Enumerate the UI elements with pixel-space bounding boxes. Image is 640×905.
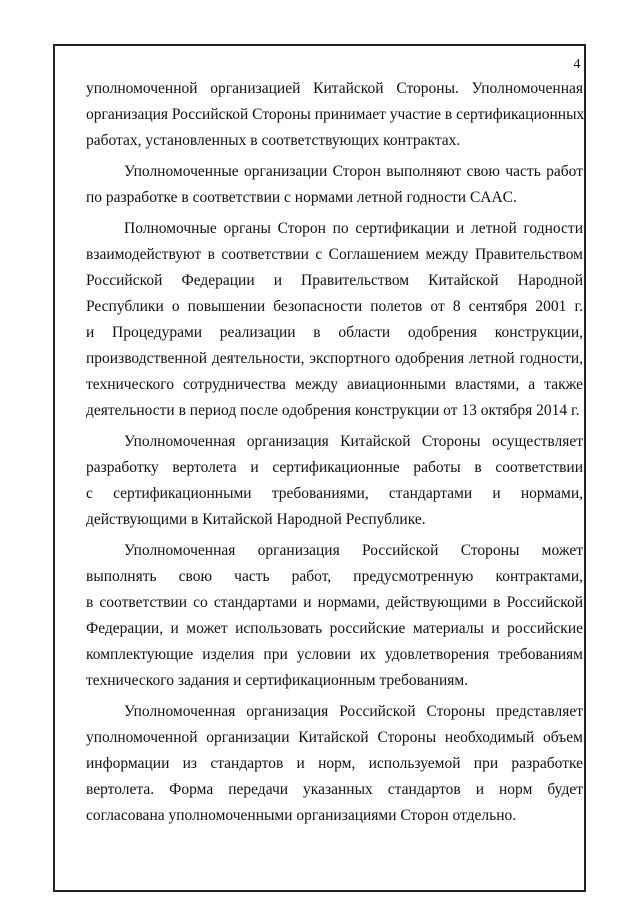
text-line: Уполномоченная организация Российской Стороны может — [124, 542, 583, 559]
text-line: по разработке в соответствии с нормами летной годности CAAC. — [86, 189, 517, 206]
document-body — [86, 76, 583, 834]
paragraph — [86, 699, 583, 829]
text-line: комплектующие изделия при условии их удовлетворения требованиям — [86, 646, 583, 663]
text-line: работах, установленных в соответствующих контрактах. — [86, 132, 461, 149]
text-line: уполномоченной организации Китайской Стороны необходимый объем — [86, 729, 583, 746]
text-line: производственной деятельности, экспортного одобрения летной годности, — [86, 350, 583, 367]
text-line: Уполномоченные организации Сторон выполняют свою часть работ — [124, 163, 583, 180]
text-line: с сертификационными требованиями, стандартами и нормами, — [86, 485, 583, 502]
text-line: организация Российской Стороны принимает участие в сертификационных — [86, 106, 585, 123]
text-line: действующими в Китайской Народной Республике. — [86, 511, 426, 528]
page-number: 4 — [573, 57, 581, 72]
text-line: Полномочные органы Сторон по сертификации и летной годности — [124, 220, 583, 237]
paragraph — [86, 216, 583, 424]
text-line: информации из стандартов и норм, используемой при разработке — [86, 755, 583, 772]
text-line: согласована уполномоченными организациями Сторон отдельно. — [86, 807, 517, 824]
text-line: технического сотрудничества между авиационными властями, а также — [86, 376, 583, 393]
paragraph — [86, 76, 583, 154]
text-line: Республики о повышении безопасности полетов от 8 сентября 2001 г. — [86, 298, 583, 315]
paragraph — [86, 159, 583, 211]
text-line: взаимодействуют в соответствии с Соглашением между Правительством — [86, 246, 583, 263]
text-line: разработку вертолета и сертификационные работы в соответствии — [86, 459, 583, 476]
paragraph — [86, 429, 583, 533]
text-line: Уполномоченная организация Китайской Стороны осуществляет — [124, 433, 583, 450]
text-line: деятельности в период после одобрения конструкции от 13 октября 2014 г. — [86, 402, 580, 419]
text-line: и Процедурами реализации в области одобрения конструкции, — [86, 324, 583, 341]
text-line: технического задания и сертификационным требованиям. — [86, 672, 469, 689]
text-line: Уполномоченная организация Российской Стороны представляет — [124, 703, 583, 720]
text-line: в соответствии со стандартами и нормами, действующими в Российской — [86, 594, 583, 611]
paragraph — [86, 538, 583, 694]
text-line: выполнять свою часть работ, предусмотренную контрактами, — [86, 568, 583, 585]
text-line: Российской Федерации и Правительством Китайской Народной — [86, 272, 583, 289]
text-line: Федерации, и может использовать российские материалы и российские — [86, 620, 583, 637]
text-line: уполномоченной организацией Китайской Стороны. Уполномоченная — [86, 80, 583, 97]
text-line: вертолета. Форма передачи указанных стандартов и норм будет — [86, 781, 583, 798]
